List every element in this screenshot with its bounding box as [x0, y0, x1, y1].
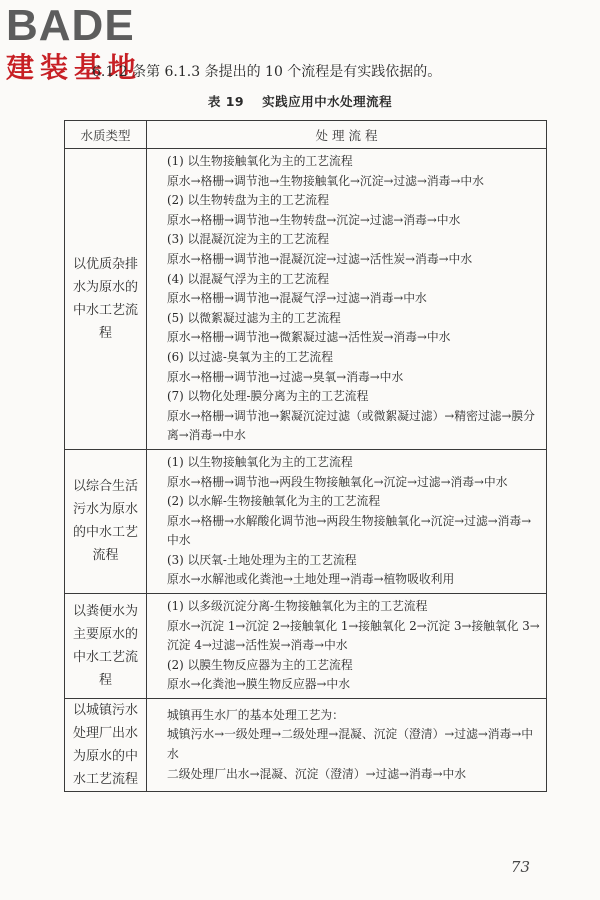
table-row: [65, 594, 547, 699]
process-line: (3) 以混凝沉淀为主的工艺流程: [167, 232, 330, 247]
process-line: (4) 以混凝气浮为主的工艺流程: [167, 271, 330, 286]
process-line: (1) 以生物接触氧化为主的工艺流程: [167, 154, 353, 168]
intro-paragraph: 6.1.2 条第 6.1.3 条提出的 10 个流程是有实践依据的。: [92, 64, 442, 80]
page-number: 73: [510, 858, 530, 876]
process-cell: [147, 699, 547, 792]
process-line: 原水→水解池或化粪池→土地处理→消毒→植物吸收利用: [167, 572, 455, 587]
process-line: 原水→格栅→调节池→混凝气浮→过滤→消毒→中水: [167, 291, 427, 306]
process-line: 原水→格栅→调节池→混凝沉淀→过滤→活性炭→消毒→中水: [167, 251, 473, 266]
water-type-cell: 以优质杂排水为原水的中水工艺流程: [65, 149, 147, 450]
process-line: (2) 以生物转盘为主的工艺流程: [167, 193, 330, 208]
process-line: (6) 以过滤-臭氧为主的工艺流程: [167, 349, 334, 364]
process-line: (5) 以微絮凝过滤为主的工艺流程: [167, 310, 341, 325]
process-line: 原水→格栅→调节池→生物转盘→沉淀→过滤→消毒→中水: [167, 212, 461, 227]
process-line: 城镇污水→一级处理→二级处理→混凝、沉淀（澄清）→过滤→消毒→中水: [167, 727, 534, 762]
header-water-type: 水质类型: [65, 121, 147, 149]
process-line: (2) 以水解-生物接触氧化为主的工艺流程: [167, 494, 381, 509]
header-process: 处 理 流 程: [147, 121, 547, 149]
process-line: (1) 以生物接触氧化为主的工艺流程: [167, 454, 353, 469]
process-cell: [147, 594, 547, 699]
water-type-cell: 以城镇污水处理厂出水为原水的中水工艺流程: [65, 699, 147, 792]
process-line: 二级处理厂出水→混凝、沉淀（澄清）→过滤→消毒→中水: [167, 766, 467, 781]
process-line: 原水→格栅→调节池→絮凝沉淀过滤（或微絮凝过滤）→精密过滤→膜分离→消毒→中水: [167, 408, 535, 443]
water-type-cell: 以粪便水为主要原水的中水工艺流程: [65, 594, 147, 699]
process-table: [64, 120, 547, 792]
process-line: 原水→沉淀 1→沉淀 2→接触氧化 1→接触氧化 2→沉淀 3→接触氧化 3→沉淀 4→过滤→活性炭→消毒→中水: [167, 618, 540, 653]
process-line: 原水→格栅→调节池→生物接触氧化→沉淀→过滤→消毒→中水: [167, 173, 484, 188]
process-cell: [147, 449, 547, 593]
process-line: (7) 以物化处理-膜分离为主的工艺流程: [167, 389, 369, 404]
process-line: (2) 以膜生物反应器为主的工艺流程: [167, 657, 353, 672]
logo-subtitle: 建装基地: [6, 51, 143, 84]
process-line: (3) 以厌氧-土地处理为主的工艺流程: [167, 552, 357, 567]
table-row: [65, 149, 547, 450]
table-header-row: [65, 121, 547, 149]
process-line: (1) 以多级沉淀分离-生物接触氧化为主的工艺流程: [167, 599, 428, 614]
table-row: [65, 449, 547, 593]
process-cell: [147, 149, 547, 450]
logo-wordmark: BADE: [6, 1, 135, 50]
table-caption-title: 实践应用中水处理流程: [262, 94, 393, 109]
process-line: 城镇再生水厂的基本处理工艺为：: [167, 707, 344, 722]
table-row: [65, 699, 547, 792]
table-caption: [0, 92, 600, 110]
process-line: 原水→格栅→水解酸化调节池→两段生物接触氧化→沉淀→过滤→消毒→中水: [167, 513, 532, 548]
table-caption-number: 表 19: [207, 94, 245, 109]
process-line: 原水→格栅→调节池→过滤→臭氧→消毒→中水: [167, 369, 404, 384]
process-line: 原水→化粪池→膜生物反应器→中水: [167, 677, 351, 692]
water-type-cell: 以综合生活污水为原水的中水工艺流程: [65, 449, 147, 593]
process-line: 原水→格栅→调节池→两段生物接触氧化→沉淀→过滤→消毒→中水: [167, 474, 508, 489]
process-line: 原水→格栅→调节池→微絮凝过滤→活性炭→消毒→中水: [167, 330, 451, 345]
